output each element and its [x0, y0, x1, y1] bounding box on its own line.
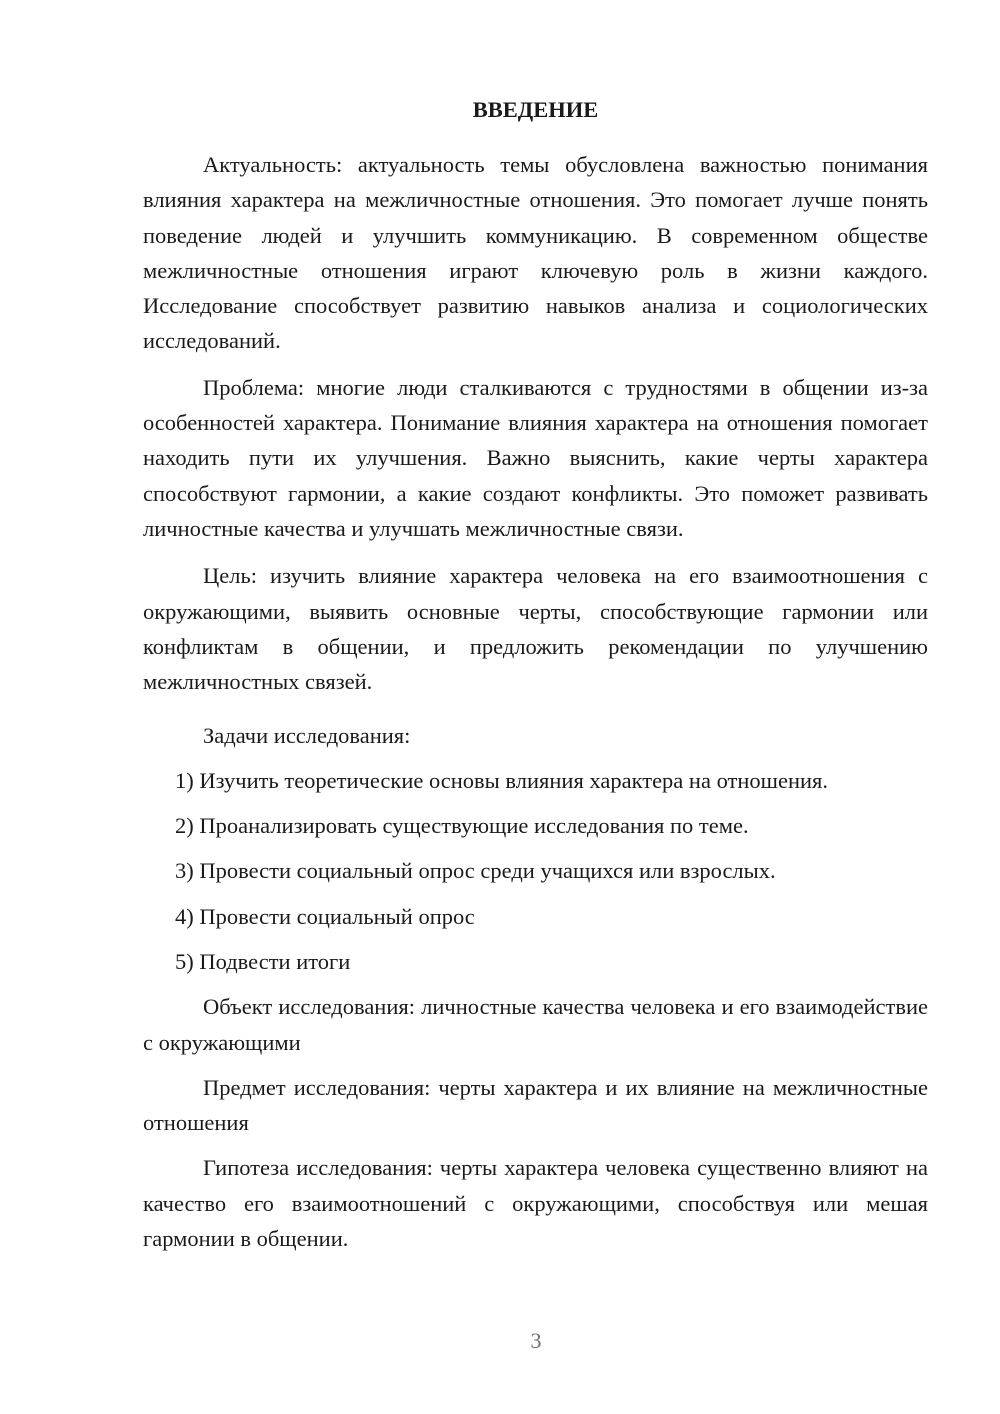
page-number: 3 — [530, 1328, 542, 1353]
task-item-1: 1) Изучить теоретические основы влияния характера на отношения. — [175, 767, 829, 793]
task-item-2: 2) Проанализировать существующие исследования по теме. — [175, 813, 749, 839]
hypothesis-paragraph: Гипотеза исследования: черты характера человека существенно влияют на качество его взаимоотношений с окружающими, способствуя или мешая гармонии в общении. — [143, 1155, 928, 1252]
object-paragraph: Объект исследования: личностные качества человека и его взаимодействие с окружающими — [143, 994, 928, 1055]
problem-paragraph: Проблема: многие люди сталкиваются с трудностями в общении из-за особенностей характера. Понимание влияния характера на отношения помогает находить пути их улучшения. Важно выяснить, какие черты характера способствуют гармонии, а какие создают конфликты. Это поможет развивать личностные качества и улучшать межличностные связи. — [143, 374, 928, 541]
tasks-heading: Задачи исследования: — [203, 723, 411, 749]
task-item-4: 4) Провести социальный опрос — [175, 903, 475, 929]
task-item-3: 3) Провести социальный опрос среди учащихся или взрослых. — [175, 858, 776, 884]
task-item-5: 5) Подвести итоги — [175, 948, 351, 974]
page-title: ВВЕДЕНИЕ — [472, 97, 599, 122]
tasks-list — [143, 763, 928, 979]
document-page — [143, 92, 928, 1256]
goal-paragraph: Цель: изучить влияние характера человека на его взаимоотношения с окружающими, выявить основные черты, способствующие гармонии или конфликтам в общении, и предложить рекомендации по улучшению межличностных связей. — [143, 563, 928, 695]
subject-paragraph: Предмет исследования: черты характера и их влияние на межличностные отношения — [143, 1074, 928, 1136]
relevance-paragraph: Актуальность: актуальность темы обусловлена важностью понимания влияния характера на межличностные отношения. Это помогает лучше понять поведение людей и улучшить коммуникацию. В современном обществе межличностные отношения играют ключевую роль в жизни каждого. Исследование способствует развитию навыков анализа и социологических исследований. — [143, 152, 928, 354]
